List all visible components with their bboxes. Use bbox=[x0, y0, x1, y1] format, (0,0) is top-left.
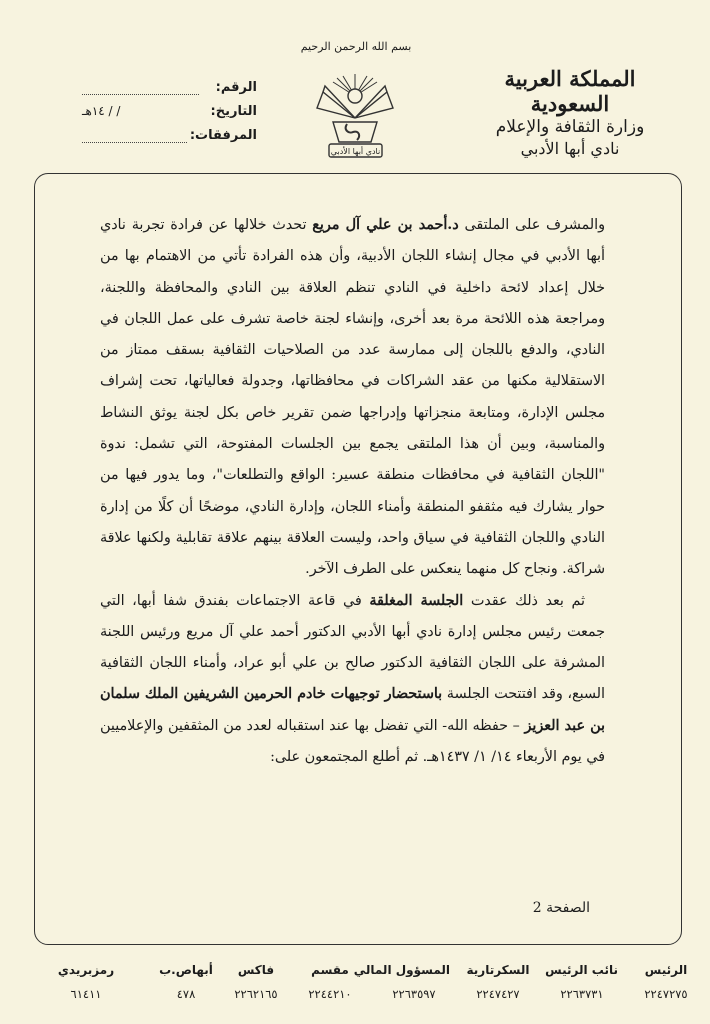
contact-number: ٢٢٦٢١٦٥ bbox=[234, 987, 278, 1001]
contact-number: ٤٧٨ bbox=[176, 987, 196, 1001]
attachments-label: المرفقات: bbox=[189, 128, 257, 143]
p2-text-a: ثم بعد ذلك عقدت bbox=[463, 592, 585, 609]
p1-text-a: والمشرف على الملتقى bbox=[458, 217, 605, 233]
contact-number: ٢٢٦٣٧٣١ bbox=[560, 987, 604, 1001]
contact-title: فاكس bbox=[237, 963, 275, 977]
logo-caption: نادي أبها الأدبي bbox=[330, 147, 381, 156]
date-row bbox=[42, 104, 257, 128]
ministry-name: وزارة الثقافة والإعلام bbox=[495, 117, 645, 138]
kingdom-name: المملكة العربية السعودية bbox=[504, 66, 636, 117]
letter-body bbox=[100, 210, 605, 773]
contact-title: المسؤول المالي bbox=[353, 963, 450, 977]
contact-title: السكرتارية bbox=[466, 963, 530, 977]
contact-title: أبهاص.ب bbox=[159, 963, 213, 977]
number-label: الرقم: bbox=[215, 80, 257, 95]
date-value: / / ١٤هـ bbox=[82, 104, 121, 118]
contact-postal-code bbox=[50, 963, 122, 1001]
contact-number: ٢٢٤٧٢٧٥ bbox=[644, 987, 688, 1001]
p2-text-c: – حفظه الله- التي تفضل بها عند استقباله لعدد من المثقفين والإعلاميين في يوم الأربعاء ١٤/ ١/ ١٤٣٧هـ. ثم أطلع المجتمعون على: bbox=[100, 717, 605, 766]
p2-closed-session: الجلسة المغلقة bbox=[369, 592, 464, 609]
contact-secretariat bbox=[462, 963, 534, 1001]
contact-number: ٦١٤١١ bbox=[70, 987, 102, 1001]
p2-text-b: في قاعة الاجتماعات بفندق شفا أبها، التي جمعت رئيس مجلس إدارة نادي أبها الأدبي الدكتور أحمد علي آل مريع ورئيس اللجنة المشرفة على اللجان الثقافية الدكتور صالح بن علي أبو عراد، وأمناء اللجان الثقافية السبع، وقد افتتحت الجلسة bbox=[100, 592, 605, 703]
bismillah: بسم الله الرحمن الرحيم bbox=[300, 40, 412, 53]
attachments-line bbox=[82, 142, 187, 143]
club-logo-icon bbox=[303, 56, 408, 162]
contact-vice-president bbox=[546, 963, 618, 1001]
p2-royal-directives: باستحضار توجيهات خادم الحرمين الشريفين الملك سلمان بن عبد العزيز bbox=[100, 686, 605, 734]
p1-name: د.أحمد بن علي آل مريع bbox=[312, 217, 459, 233]
footer-contacts bbox=[22, 963, 702, 1013]
p1-text-b: تحدث خلالها عن فرادة تجربة نادي أبها الأدبي في مجال إنشاء اللجان الأدبية، وأن هذه الفرادة تأتي من الاهتمام بها من خلال إعداد لائحة داخلية في النادي تنظم العلاقة بين النادي والمحافظة واللجنة، ومراجعة هذه اللائحة مرة بعد أخرى، وإنشاء لجنة خاصة تشرف على عمل اللجان في النادي، والدفع باللجان إلى ممارسة عدد من الصلاحيات الثقافية بسقف ممتاز من الاستقلالية مكنها من عقد الشراكات في محافظاتها، وجدولة فعالياتها، تحت إشراف مجلس الإدارة، ومتابعة منجزاتها وإدراجها ضمن تقرير خاص بكل لجنة يوثق النشاط والمناسبة، وبين أن هذا الملتقى يجمع بين الجلسات المفتوحة، التي تشمل: ندوة "اللجان الثقافية في محافظات منطقة عسير: الواقع والتطلعات"، وما يدور فيها من حوار يشارك فيه مثقفو المنطقة وأمناء اللجان، وإدارة النادي، موضحًا أن كلًا من إدارة النادي واللجان الثقافية في سياق واحد، وليست العلاقة بينهم علاقة تقابلية ولكنها علاقة شراكة. ونجاح كل منهما ينعكس على الطرف الآخر. bbox=[100, 217, 605, 578]
contact-title: نائب الرئيس bbox=[545, 963, 618, 977]
contact-fax bbox=[220, 963, 292, 1001]
contact-title: مقسم bbox=[311, 963, 349, 977]
contact-number: ٢٢٤٤٢١٠ bbox=[308, 987, 352, 1001]
attachments-row bbox=[42, 128, 257, 152]
contact-number: ٢٢٤٧٤٢٧ bbox=[476, 987, 520, 1001]
letterhead bbox=[480, 66, 660, 160]
contact-number: ٢٢٦٣٥٩٧ bbox=[392, 987, 436, 1001]
paragraph-1 bbox=[100, 210, 605, 586]
paragraph-2 bbox=[100, 586, 605, 774]
number-line bbox=[82, 94, 199, 95]
contact-po-box bbox=[150, 963, 222, 1001]
meta-fields bbox=[42, 80, 257, 152]
contact-title: رمزبريدي bbox=[57, 963, 115, 977]
contact-switchboard bbox=[294, 963, 366, 1001]
contact-finance bbox=[353, 963, 450, 1001]
contact-president bbox=[630, 963, 702, 1001]
club-name: نادي أبها الأدبي bbox=[520, 139, 620, 159]
number-row bbox=[42, 80, 257, 104]
contact-title: الرئيس bbox=[644, 963, 688, 977]
page-number: الصفحة 2 bbox=[532, 900, 590, 916]
date-label: التاريخ: bbox=[210, 104, 257, 119]
